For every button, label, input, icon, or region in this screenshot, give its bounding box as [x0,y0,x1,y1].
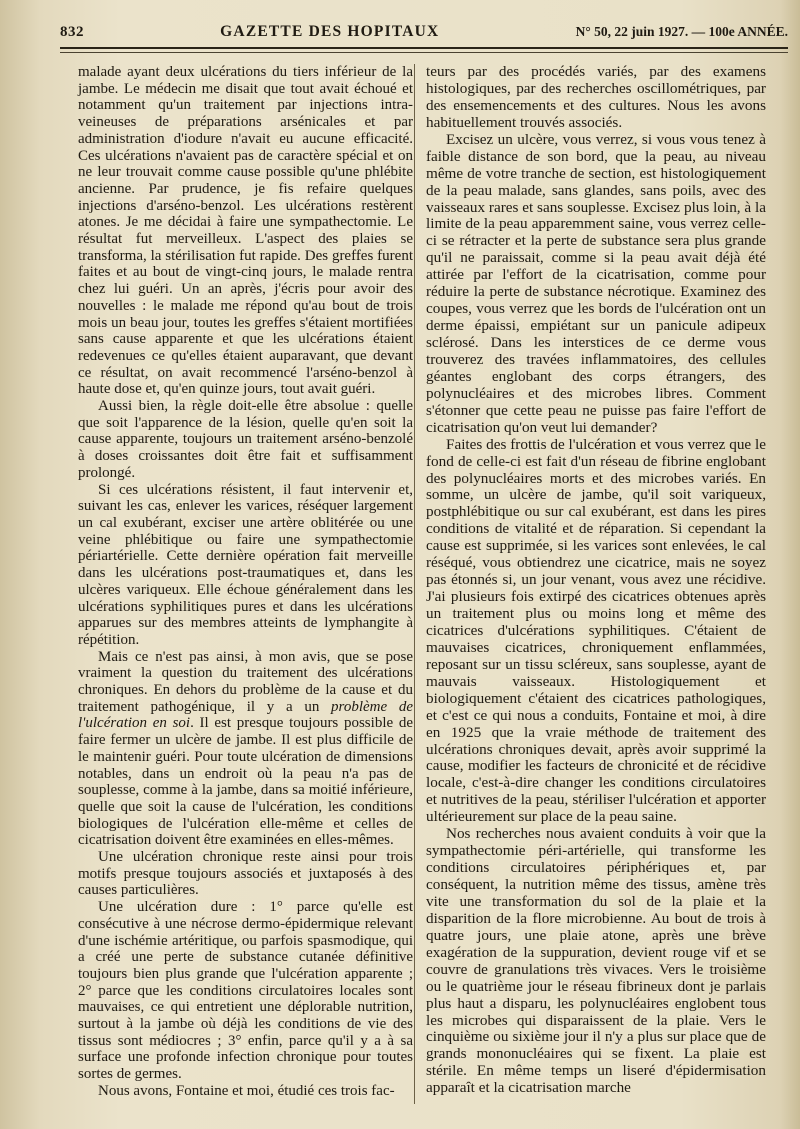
paragraph: Une ulcération chronique reste ainsi pour trois motifs presque toujours associés et juxtaposés à des causes particulières. [78,849,413,899]
issue-info: N° 50, 22 juin 1927. — 100e ANNÉE. [575,24,788,39]
paragraph: teurs par des procédés variés, par des examens histologiques, par des recherches oscillométriques, par des ensemencements et des cultures. Nous les avons habituellement trouvés associés. [426,63,766,131]
paragraph: Faites des frottis de l'ulcération et vous verrez que le fond de celle-ci est fait d'un réseau de fibrine englobant des polynucléaires morts et des microbes variés. En somme, un ulcère de jambe, qu'il soit variqueux, postphlébitique ou sur cal exubérant, est dans les pires conditions de vitalité et de réparation. Si cependant la cause est supprimée, si les varices sont enlevées, le cal réséqué, vous obtiendrez une cicatrice, mais ne soyez pas étonnés si, un jour venant, vous avez une récidive. J'ai plusieurs fois extirpé des cicatrices obtenues après un traitement plus ou moins long et même des cicatrices d'ulcérations syphilitiques. C'étaient de mauvaises cicatrices, chroniquement enflammées, reposant sur un tissu scléreux, sans souplesse, ayant de mauvais vaisseaux. Histologiquement et biologiquement c'étaient des cicatrices pathologiques, et c'est ce qui nous a conduits, Fontaine et moi, à dire en 1925 que la vraie méthode de traitement des ulcérations chroniques devait, après avoir supprimé la cause, modifier les facteurs de chronicité et de récidive locale, c'est-à-dire changer les conditions circulatoires et nutritives de la peau, stériliser l'ulcération et apporter ultérieurement sur place de la peau saine. [426,435,766,826]
paragraph: Si ces ulcérations résistent, il faut intervenir et, suivant les cas, enlever les varices, réséquer largement un cal exubérant, exciser une artère oblitérée ou une veine phlébitique ou faire une sympathectomie périartérielle. Cette dernière opération fait merveille dans les ulcérations post-traumatiques et, dans les ulcères variqueux. Elle échoue généralement dans les ulcérations syphilitiques pures et dans les ulcérations apparues sur des membres atteints de lymphangite à répétition. [78,481,413,648]
paragraph: Excisez un ulcère, vous verrez, si vous vous tenez à faible distance de son bord, que la peau, au niveau même de votre tranche de section, est histologiquement de la peau malade, sans glandes, sans poils, avec des vaisseaux rares et sans souplesse. Excisez plus loin, à la limite de la peau apparemment saine, vous verrez celle-ci se rétracter et la perte de substance sera plus grande qu'il ne paraissait, comme si la peau avait déjà été attirée par l'effort de la cicatrisation, comme pour réduire la perte de substance nécrotique. Examinez des coupes, vous verrez que les bords de l'ulcération ont un derme épaissi, empiétant sur un panicule adipeux sclérosé. Dans les interstices de ce derme vous trouverez des travées inflammatoires, des cellules géantes englobant des corps étrangers, des polynucléaires et des microbes libres. Comment s'étonner que cette peau ne puisse pas faire l'effort de cicatrisation qu'on veut lui demander? [426,130,766,436]
journal-title: GAZETTE DES HOPITAUX [220,23,440,40]
paragraph: Nous avons, Fontaine et moi, étudié ces trois fac- [98,1082,395,1099]
header-rule-thin [60,52,788,53]
paragraph: Nos recherches nous avaient conduits à voir que la sympathectomie péri-artérielle, qui transforme les conditions circulatoires périphériques et, par conséquent, la nutrition même des tissus, amène très vite une transformation du sol de la plaie et la disparition de la flore microbienne. Au bout de trois à quatre jours, une plaie atone, après une brève exagération de la suppuration, devient rouge vif et se couvre de granulations très vivaces. Vers le troisième ou le quatrième jour le réseau fibrineux dont je parlais plus haut a disparu, les polynucléaires englobent tous les microbes qui disparaissent de la plaie. Vers le cinquième ou sixième jour il n'y a plus sur place que de grands mononucléaires qui se fixent. La plaie est stérile. En même temps un liseré d'épidermisation apparaît et la cicatrisation marche [426,825,766,1097]
emphasis-text: problème de l'ulcération en soi [78,698,413,732]
paragraph [78,649,413,849]
paragraph: Une ulcération dure : 1° parce qu'elle est consécutive à une nécrose dermo-épidermique relevant d'une ischémie artéritique, ou parfois spasmodique, qui a créé une perte de substance cutanée définitive toujours bien plus grande que l'ulcération apparente ; 2° parce que les conditions circulatoires locales sont mauvaises, ce qui entretient une déplorable nutrition, surtout à la jambe où déjà les conditions de vie des tissus sont médiocres ; 3° enfin, parce qu'il y a à sa surface une profonde infection chronique pour toutes sortes de germes. [78,899,413,1083]
left-column [78,64,413,1100]
paragraph: malade ayant deux ulcérations du tiers inférieur de la jambe. Le médecin me disait que tout avait échoué et notamment qu'un traitement par injections intra-veineuses de préparations arsénicales et par administration d'iodure n'avait eu aucune efficacité. Ces ulcérations n'avaient pas de caractère spécial et on ne leur trouvait comme cause possible qu'une phlébite ancienne. Par prudence, je fis refaire quelques injections d'arséno-benzol. Les ulcérations restèrent atones. Je me décidai à faire une sympathectomie. Le résultat fut merveilleux. L'aspect des plaies se transforma, la stérilisation fut rapide. Des greffes furent faites et au bout de vingt-cinq jours, le malade rentra chez lui guéri. Un an après, j'écris pour avoir des nouvelles : le malade me répond qu'au bout de trois mois un beau jour, toutes les greffes s'étaient mortifiées sans cause apparente et que les ulcérations étaient redevenues ce qu'elles étaient auparavant, que devant ce résultat, on avait recommencé l'arséno-benzol à haute dose et, qu'en quinze jours, tout avait guéri. [78,64,413,398]
column-divider [414,64,415,1104]
page-header [60,18,788,46]
paragraph-text: . Il est presque toujours possible de faire fermer un ulcère de jambe. Il est plus difficile de le maintenir guéri. Pour toute ulcération de dimensions notables, dans un endroit où la peau n'a pas de souplesse, comme à la jambe, dans sa moitié inférieure, quelle que soit la cause de l'ulcération, les conditions biologiques de l'ulcération elle-même et celles de cicatrisation doivent être examinées en elles-mêmes. [78,715,413,849]
paragraph: Aussi bien, la règle doit-elle être absolue : quelle que soit l'apparence de la lésion, quelle qu'en soit la cause apparente, toujours un traitement arséno-benzolé à doses croissantes doit être fait et suffisamment prolongé. [78,398,413,481]
right-column [426,64,766,1097]
paragraph-text: Mais ce n'est pas ainsi, à mon avis, que se pose vraiment la question du traitement des ulcérations chroniques. En dehors du problème de la cause et du traitement pathogénique, il y a un [78,648,413,715]
header-rule-thick [60,47,788,49]
page-number: 832 [60,23,84,40]
